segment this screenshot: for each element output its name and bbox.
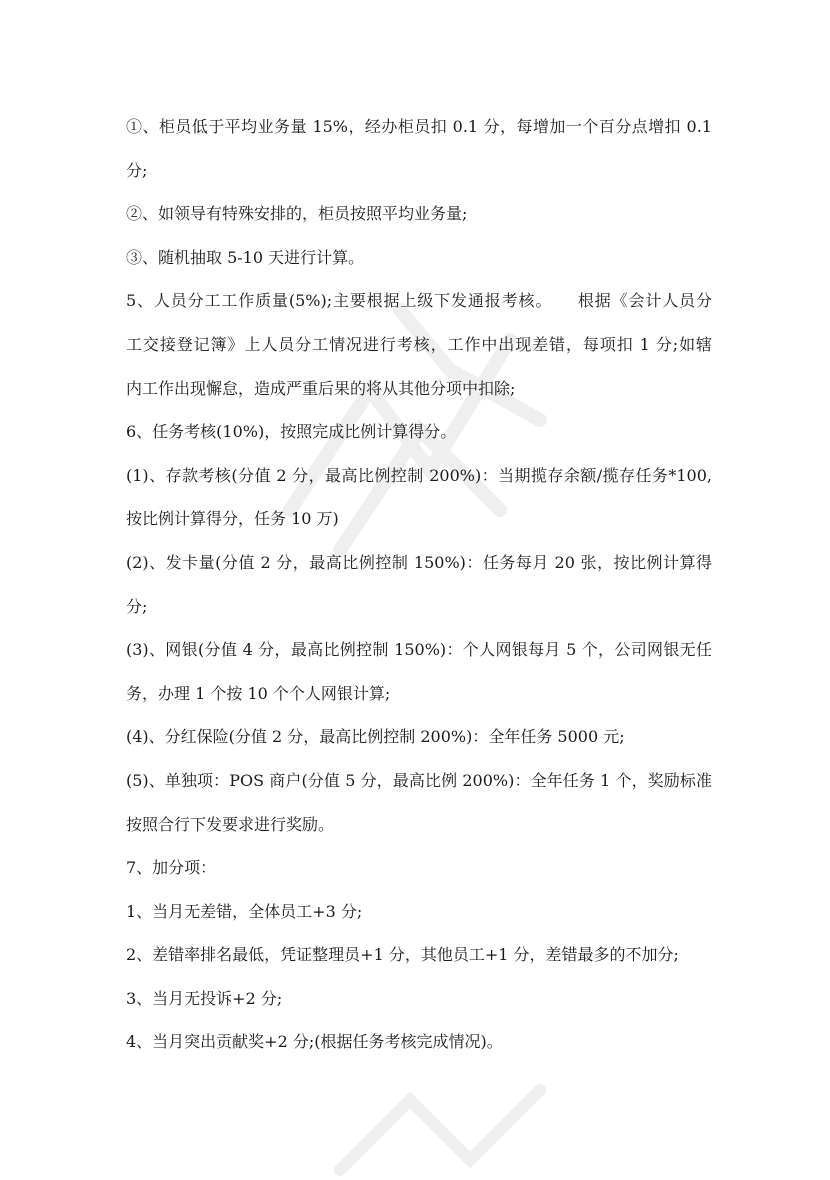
paragraph-line: ①、柜员低于平均业务量 15%，经办柜员扣 0.1 分，每增加一个百分点增扣 0.1: [126, 117, 712, 136]
paragraph-line: ②、如领导有特殊安排的，柜员按照平均业务量;: [126, 204, 468, 224]
paragraph-line: 分;: [126, 596, 148, 616]
paragraph-line: (5)、单独项：POS 商户(分值 5 分，最高比例 200%)：全年任务 1 个，奖励标准: [126, 770, 712, 790]
paragraph-line: 4、当月突出贡献奖+2 分;(根据任务考核完成情况)。: [126, 1032, 503, 1052]
paragraph-line: 按照合行下发要求进行奖励。: [126, 814, 335, 834]
paragraph-line: 5、人员分工工作质量(5%);主要根据上级下发通报考核。 根据《会计人员分: [126, 291, 712, 311]
paragraph-line: 务，办理 1 个按 10 个个人网银计算;: [126, 683, 391, 703]
paragraph-line: (3)、网银(分值 4 分，最高比例控制 150%)：个人网银每月 5 个，公司网银无任: [126, 640, 712, 660]
paragraph-line: ③、随机抽取 5-10 天进行计算。: [126, 247, 365, 267]
watermark-fragment-icon: [320, 1060, 560, 1180]
paragraph-line: 3、当月无投诉+2 分;: [126, 988, 283, 1008]
paragraph-line: 6、任务考核(10%)，按照完成比例计算得分。: [126, 422, 457, 442]
paragraph-line: 1、当月无差错，全体员工+3 分;: [126, 901, 363, 921]
paragraph-line: (4)、分红保险(分值 2 分，最高比例控制 200%)：全年任务 5000 元;: [126, 727, 625, 747]
document-body: [126, 105, 712, 1064]
paragraph-line: 7、加分项：: [126, 858, 217, 878]
paragraph-line: 工交接登记簿》上人员分工情况进行考核，工作中出现差错，每项扣 1 分;如辖: [126, 334, 712, 354]
paragraph-line: 分;: [126, 160, 148, 180]
paragraph-line: 按比例计算得分，任务 10 万): [126, 509, 339, 529]
paragraph-line: (1)、存款考核(分值 2 分，最高比例控制 200%)：当期揽存余额/揽存任务*100,: [126, 465, 712, 485]
paragraph-line: 2、差错率排名最低，凭证整理员+1 分，其他员工+1 分，差错最多的不加分;: [126, 945, 679, 965]
paragraph-line: (2)、发卡量(分值 2 分，最高比例控制 150%)：任务每月 20 张，按比例计算得: [126, 552, 712, 572]
paragraph-line: 内工作出现懈怠，造成严重后果的将从其他分项中扣除;: [126, 378, 516, 398]
